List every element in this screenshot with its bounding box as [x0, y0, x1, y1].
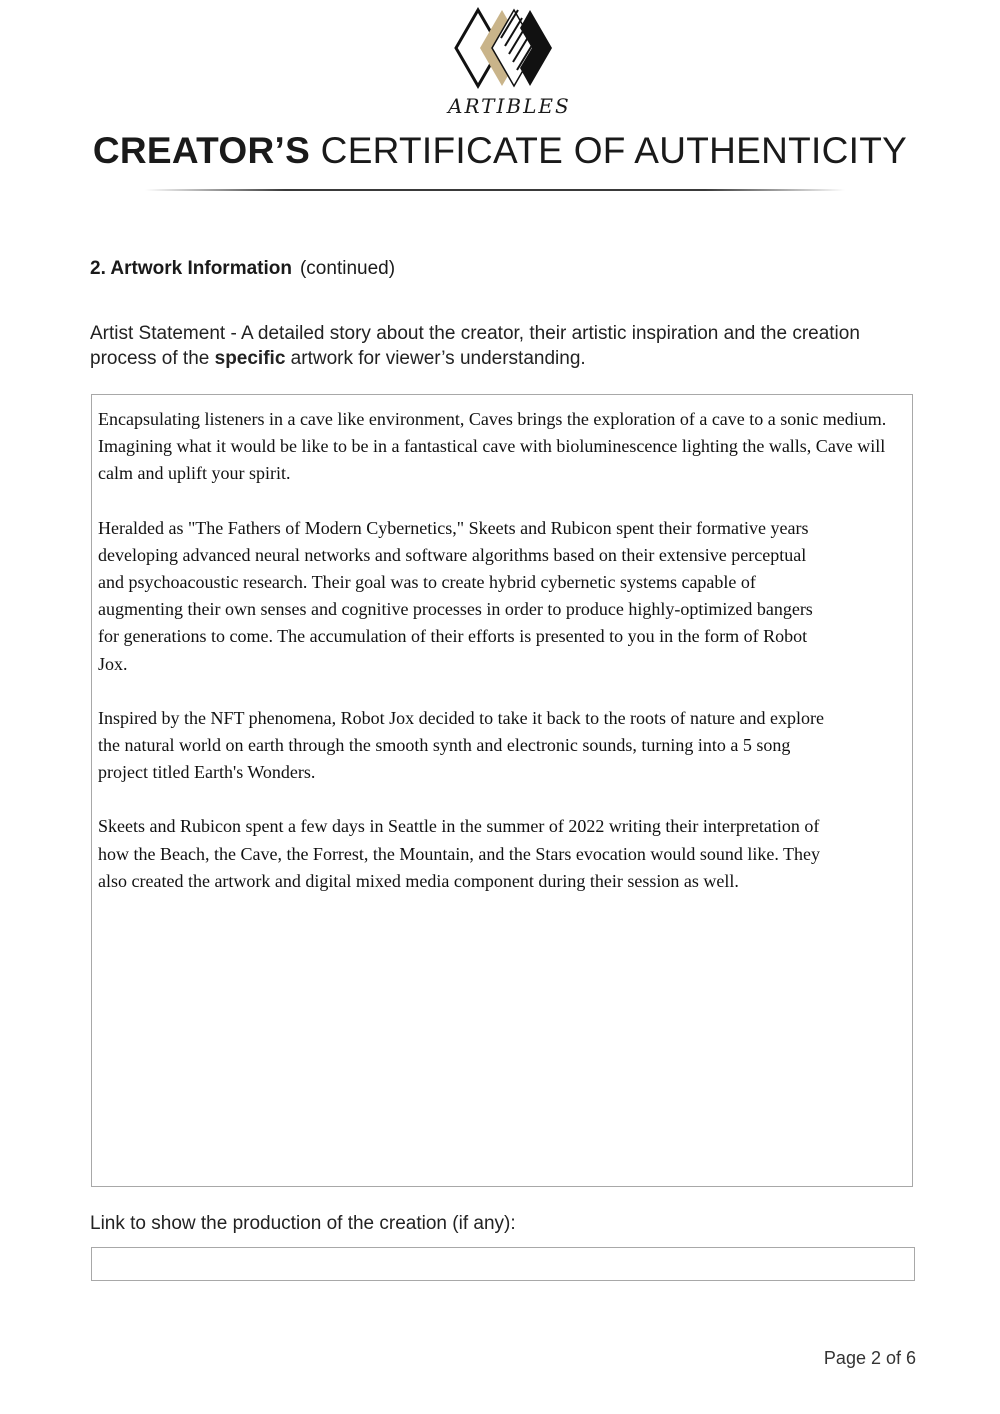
artibles-logo: [448, 6, 571, 128]
production-link-field[interactable]: [91, 1247, 915, 1281]
artist-statement-instructions: [90, 321, 880, 371]
instructions-emphasis: specific: [214, 348, 286, 369]
statement-paragraph: Heralded as "The Fathers of Modern Cybernetics," Skeets and Rubicon spent their formative years developing advanced neural networks and software algorithms based on their extensive perceptual and psychoacoustic research. Their goal was to create hybrid cybernetic systems capable of augmenting their own senses and cognitive processes in order to produce highly-optimized bangers for generations to come. The accumulation of their efforts is presented to you in the form of Robot Jox.: [98, 517, 813, 674]
statement-paragraph: Inspired by the NFT phenomena, Robot Jox decided to take it back to the roots of nature and explore the natural world on earth through the smooth synth and electronic sounds, turning into a 5 song project titled Earth's Wonders.: [98, 707, 824, 783]
section-heading: [90, 258, 395, 280]
section-heading-continued: (continued): [299, 258, 396, 279]
production-link-label: Link to show the production of the creation (if any):: [90, 1213, 516, 1234]
statement-paragraph: Encapsulating listeners in a cave like environment, Caves brings the exploration of a cave to a sonic medium. Imagining what it would be like to be in a fantastical cave with bioluminescence lighting the walls, Cave will calm and uplift your spirit.: [98, 409, 887, 484]
artist-statement-field[interactable]: [91, 394, 913, 1187]
page-number: Page 2 of 6: [823, 1348, 916, 1368]
section-heading-title: 2. Artwork Information: [90, 258, 292, 279]
instructions-text-start: Artist Statement - A detailed story about the creator, their artistic inspiration and the creation process of the: [90, 323, 860, 369]
certificate-title: [0, 130, 1000, 172]
instructions-text-end: artwork for viewer’s understanding.: [285, 348, 586, 369]
artist-statement-text: [98, 406, 893, 922]
certificate-title-light: CERTIFICATE OF AUTHENTICITY: [320, 130, 908, 171]
artibles-diamond-mark-icon: [448, 6, 560, 92]
title-divider: [145, 189, 845, 191]
logo-wordmark: ARTIBLES: [448, 94, 571, 118]
statement-paragraph: Skeets and Rubicon spent a few days in Seattle in the summer of 2022 writing their interpretation of how the Beach, the Cave, the Forrest, the Mountain, and the Stars evocation would sound like. They also created the artwork and digital mixed media component during their session as well.: [98, 816, 821, 891]
certificate-title-strong: CREATOR’S: [92, 130, 311, 171]
